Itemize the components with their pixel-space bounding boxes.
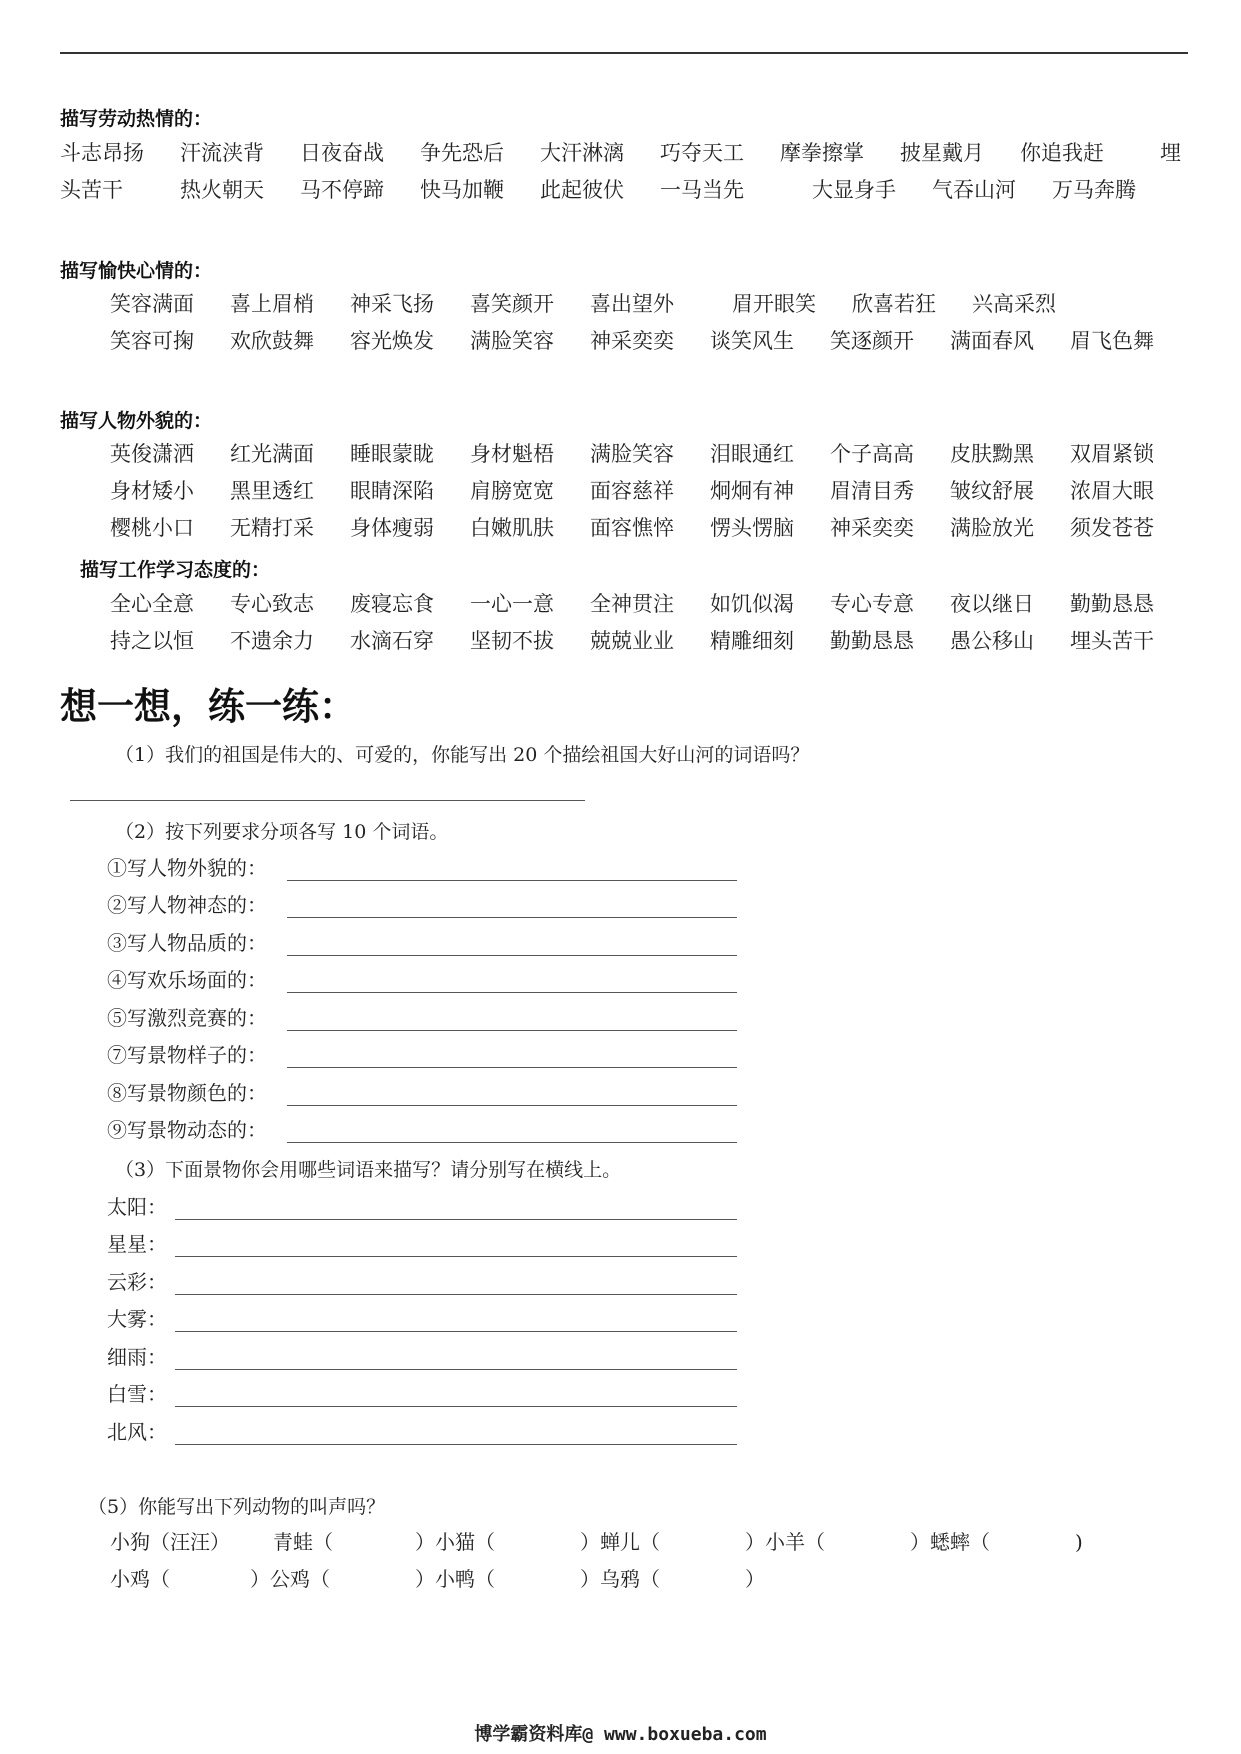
fill-label: ④写欢乐场面的：: [107, 968, 267, 992]
fill-label: ②写人物神态的：: [107, 893, 267, 917]
word: 樱桃小口: [110, 516, 194, 540]
word: 满面春风: [950, 329, 1034, 353]
fill-row: [107, 928, 737, 958]
word: 摩拳擦掌: [780, 141, 864, 165]
fill-row: [107, 965, 737, 995]
word: 神采飞扬: [350, 292, 434, 316]
animal-item[interactable]: ）小羊（: [745, 1530, 825, 1554]
word: 一马当先: [660, 178, 744, 202]
word: 全心全意: [110, 592, 194, 616]
word: 睡眼蒙眬: [350, 442, 434, 466]
word-row: [110, 437, 1190, 471]
word: 满脸笑容: [470, 329, 554, 353]
fill-label: ⑧写景物颜色的：: [107, 1081, 267, 1105]
word: 笑容满面: [110, 292, 194, 316]
fill-row: [107, 1115, 737, 1145]
fill-label: 北风：: [107, 1420, 167, 1444]
animal-item[interactable]: ）公鸡（: [250, 1567, 330, 1591]
word: 眉开眼笑: [732, 292, 816, 316]
answer-line[interactable]: [175, 1294, 737, 1295]
word: 肩膀宽宽: [470, 479, 554, 503]
word: 眉飞色舞: [1070, 329, 1154, 353]
fill-row: [107, 1003, 737, 1033]
word: 红光满面: [230, 442, 314, 466]
word: 热火朝天: [180, 178, 264, 202]
word: 埋头苦干: [1070, 629, 1154, 653]
fill-label: 大雾：: [107, 1307, 167, 1331]
word: 炯炯有神: [710, 479, 794, 503]
fill-label: 白雪：: [107, 1382, 167, 1406]
word: 持之以恒: [110, 629, 194, 653]
word: 喜出望外: [590, 292, 674, 316]
word: 坚韧不拔: [470, 629, 554, 653]
section-title-attitude: 描写工作学习态度的：: [80, 559, 271, 581]
answer-line[interactable]: [287, 880, 737, 881]
fill-row: [107, 1229, 737, 1259]
question-5: （5）你能写出下列动物的叫声吗？: [88, 1496, 386, 1518]
answer-line[interactable]: [175, 1369, 737, 1370]
animal-item: ）: [745, 1567, 765, 1591]
top-rule: [60, 52, 1188, 54]
answer-line[interactable]: [287, 1030, 737, 1031]
word: 泪眼通红: [710, 442, 794, 466]
animal-item: ): [1075, 1530, 1083, 1554]
answer-line[interactable]: [287, 1105, 737, 1106]
word: 精雕细刻: [710, 629, 794, 653]
fill-row: [107, 1342, 737, 1372]
word: 浓眉大眼: [1070, 479, 1154, 503]
fill-row: [107, 853, 737, 883]
fill-label: ⑦写景物样子的：: [107, 1043, 267, 1067]
word: 日夜奋战: [300, 141, 384, 165]
word-row: [110, 511, 1190, 545]
fill-label: 星星：: [107, 1232, 167, 1256]
section-title-appearance: 描写人物外貌的：: [60, 410, 213, 432]
answer-line[interactable]: [175, 1406, 737, 1407]
word: 双眉紧锁: [1070, 442, 1154, 466]
word: 夜以继日: [950, 592, 1034, 616]
word: 披星戴月: [900, 141, 984, 165]
fill-row: [107, 1379, 737, 1409]
word: 喜笑颜开: [470, 292, 554, 316]
word: 喜上眉梢: [230, 292, 314, 316]
word-row: [60, 173, 1190, 207]
word: 快马加鞭: [420, 178, 504, 202]
fill-row: [107, 1267, 737, 1297]
fill-row: [107, 1304, 737, 1334]
word: 巧夺天工: [660, 141, 744, 165]
word: 兢兢业业: [590, 629, 674, 653]
fill-label: 云彩：: [107, 1270, 167, 1294]
word-row: [110, 474, 1190, 508]
answer-line[interactable]: [175, 1444, 737, 1445]
answer-line[interactable]: [287, 1067, 737, 1068]
word: 个子高高: [830, 442, 914, 466]
section-title-labor: 描写劳动热情的：: [60, 108, 213, 130]
word: 勤勤恳恳: [1070, 592, 1154, 616]
word: 身体瘦弱: [350, 516, 434, 540]
animal-item[interactable]: ）蟋蟀（: [910, 1530, 990, 1554]
word: 英俊潇洒: [110, 442, 194, 466]
animal-item[interactable]: ）小鸭（: [415, 1567, 495, 1591]
word: 面容慈祥: [590, 479, 674, 503]
animal-row: [110, 1562, 1110, 1596]
fill-row: [107, 890, 737, 920]
word: 身材矮小: [110, 479, 194, 503]
word: 神采奕奕: [830, 516, 914, 540]
word: 水滴石穿: [350, 629, 434, 653]
practice-title: 想一想，练一练：: [60, 685, 356, 728]
word: 头苦干: [60, 178, 123, 202]
animal-row: [110, 1525, 1110, 1559]
word: 谈笑风生: [710, 329, 794, 353]
animal-item[interactable]: 青蛙（: [273, 1530, 333, 1554]
answer-line[interactable]: [175, 1219, 737, 1220]
animal-item[interactable]: ）乌鸦（: [580, 1567, 660, 1591]
word: 无精打采: [230, 516, 314, 540]
word: 此起彼伏: [540, 178, 624, 202]
fill-row: [107, 1040, 737, 1070]
fill-label: 细雨：: [107, 1345, 167, 1369]
fill-row: [107, 1192, 737, 1222]
word: 满脸笑容: [590, 442, 674, 466]
word: 笑逐颜开: [830, 329, 914, 353]
word: 神采奕奕: [590, 329, 674, 353]
word: 容光焕发: [350, 329, 434, 353]
word: 皱纹舒展: [950, 479, 1034, 503]
word: 大显身手: [812, 178, 896, 202]
animal-item[interactable]: 小鸡（: [110, 1567, 170, 1591]
answer-line[interactable]: [287, 917, 737, 918]
question-2: （2）按下列要求分项各写 10 个词语。: [115, 821, 449, 843]
word: 愚公移山: [950, 629, 1034, 653]
word: 如饥似渴: [710, 592, 794, 616]
word: 欢欣鼓舞: [230, 329, 314, 353]
word: 白嫩肌肤: [470, 516, 554, 540]
answer-line[interactable]: [287, 992, 737, 993]
word: 斗志昂扬: [60, 141, 144, 165]
word: 勤勤恳恳: [830, 629, 914, 653]
word: 皮肤黝黑: [950, 442, 1034, 466]
fill-label: ⑨写景物动态的：: [107, 1118, 267, 1142]
answer-line[interactable]: [287, 955, 737, 956]
word: 兴高采烈: [972, 292, 1056, 316]
word: 笑容可掬: [110, 329, 194, 353]
word: 一心一意: [470, 592, 554, 616]
word-row: [110, 324, 1190, 358]
word: 气吞山河: [932, 178, 1016, 202]
animal-item[interactable]: ）蝉儿（: [580, 1530, 660, 1554]
fill-row: [107, 1417, 737, 1447]
word: 专心致志: [230, 592, 314, 616]
word: 面容憔悴: [590, 516, 674, 540]
word: 不遗余力: [230, 629, 314, 653]
footer-watermark: 博学霸资料库@ www.boxueba.com: [474, 1724, 767, 1745]
answer-line[interactable]: [287, 1142, 737, 1143]
fill-label: 太阳：: [107, 1195, 167, 1219]
fill-row: [107, 1078, 737, 1108]
word: 埋: [1160, 141, 1181, 165]
word: 万马奔腾: [1052, 178, 1136, 202]
section-title-mood: 描写愉快心情的：: [60, 260, 213, 282]
word-row: [60, 136, 1190, 170]
word: 废寝忘食: [350, 592, 434, 616]
word: 眼睛深陷: [350, 479, 434, 503]
fill-label: ①写人物外貌的：: [107, 856, 267, 880]
animal-item[interactable]: ）小猫（: [415, 1530, 495, 1554]
word: 你追我赶: [1020, 141, 1104, 165]
word: 欣喜若狂: [852, 292, 936, 316]
word-row: [110, 587, 1190, 621]
word-row: [110, 287, 1190, 321]
word: 身材魁梧: [470, 442, 554, 466]
word: 黑里透红: [230, 479, 314, 503]
fill-label: ⑤写激烈竞赛的：: [107, 1006, 267, 1030]
word-row: [110, 624, 1190, 658]
animal-item: 小狗（汪汪）: [110, 1530, 230, 1554]
answer-line[interactable]: [175, 1331, 737, 1332]
question-1: （1）我们的祖国是伟大的、可爱的，你能写出 20 个描绘祖国大好山河的词语吗？: [115, 744, 810, 766]
question-3: （3）下面景物你会用哪些词语来描写？请分别写在横线上。: [115, 1159, 622, 1181]
word: 汗流浃背: [180, 141, 264, 165]
word: 争先恐后: [420, 141, 504, 165]
word: 全神贯注: [590, 592, 674, 616]
word: 马不停蹄: [300, 178, 384, 202]
word: 眉清目秀: [830, 479, 914, 503]
word: 大汗淋漓: [540, 141, 624, 165]
word: 满脸放光: [950, 516, 1034, 540]
word: 专心专意: [830, 592, 914, 616]
word: 须发苍苍: [1070, 516, 1154, 540]
fill-label: ③写人物品质的：: [107, 931, 267, 955]
word: 愣头愣脑: [710, 516, 794, 540]
answer-line[interactable]: [175, 1256, 737, 1257]
answer-line[interactable]: [70, 800, 585, 801]
